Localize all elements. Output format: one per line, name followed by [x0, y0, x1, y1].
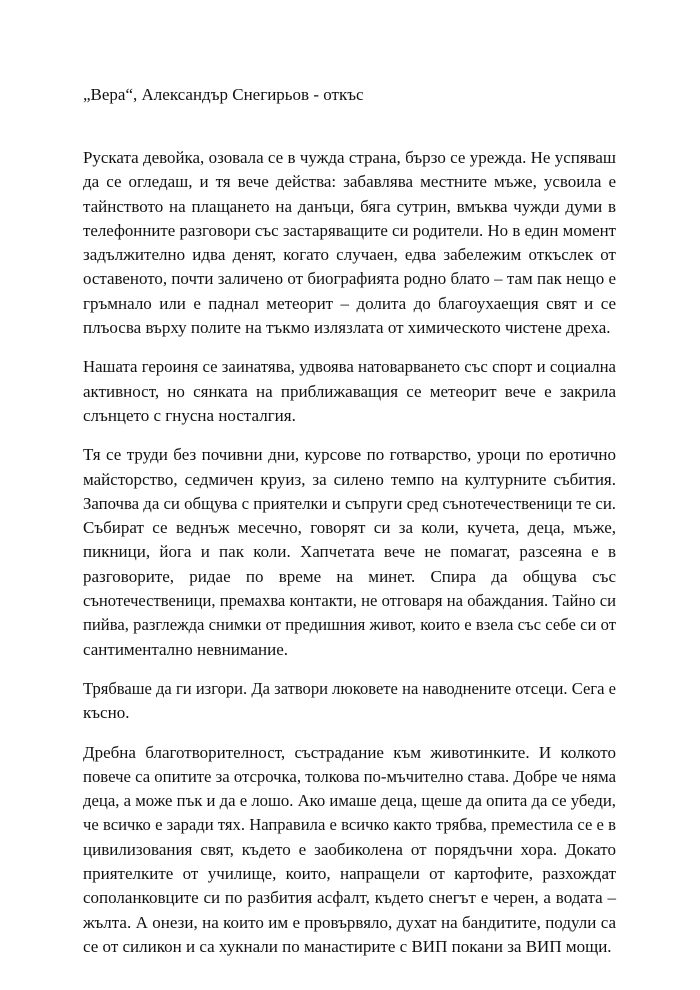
- text-line: сантиментално невнимание.: [83, 639, 289, 659]
- text-line: разговорите, ридае по време на минет. Спира да общува със: [83, 566, 616, 586]
- text-line: Дребна благотворителност, състрадание към животинките. И колкото: [83, 742, 616, 762]
- text-line: пийва, разглежда снимки от предишния живот, които е взела със себе си от: [83, 615, 616, 635]
- text-line: деца, а може пък и да е лошо. Ако имаше деца, щеше да опита да се убеди,: [83, 791, 616, 811]
- text-line: Нашата героиня се заинатява, удвоява натоварването със спорт и социална: [83, 357, 616, 377]
- text-line: Руската девойка, озовала се в чужда страна, бързо се урежда. Не успяваш: [83, 148, 616, 167]
- text-line: Тя се труди без почивни дни, курсове по готварство, уроци по еротично: [83, 445, 616, 465]
- paragraph: [83, 741, 616, 960]
- text-line: да се огледаш, и тя вече действа: забавлява местните мъже, усвоила е: [83, 172, 616, 192]
- text-line: че всичко е заради тях. Направила е всичко както трябва, преместила се е в: [83, 815, 616, 835]
- text-line: сънотечественици, премахва контакти, не отговаря на обаждания. Тайно си: [83, 591, 616, 611]
- text-line: задължително идва денят, когато случаен, едва забележим откъслек от: [83, 245, 616, 265]
- text-line: телефонните разговори със застаряващите си родители. Но в един момент: [83, 220, 616, 240]
- text-line: оставеното, почти заличено от биографията родно блато – там пак нещо е: [83, 269, 616, 289]
- text-line: сополанковците си по разбития асфалт, където снегът е черен, а водата –: [83, 888, 616, 908]
- paragraph: [83, 146, 616, 340]
- text-line: късно.: [83, 703, 130, 723]
- text-line: повече са опитите за отсрочка, толкова по-мъчително става. Добре че няма: [83, 766, 616, 786]
- text-line: приятелките от училище, които, напращели от картофите, разхождат: [83, 864, 616, 884]
- document-body: [83, 146, 616, 974]
- text-line: активност, но сянката на приближаващия се метеорит вече е закрила: [83, 381, 616, 401]
- text-line: Събират се веднъж месечно, говорят си за коли, кучета, деца, мъже,: [83, 518, 616, 538]
- text-line: гръмнало или е паднал метеорит – долита до благоухаещия свят и се: [83, 293, 616, 313]
- paragraph: [83, 443, 616, 662]
- text-line: пикници, йога и пак коли. Хапчетата вече не помагат, разсеяна е в: [83, 542, 616, 562]
- text-line: Започва да си общува с приятелки и съпруги сред сънотечественици те си.: [83, 493, 616, 513]
- text-line: цивилизования свят, където е заобиколена от порядъчни хора. Докато: [83, 839, 616, 859]
- paragraph: [83, 355, 616, 428]
- text-line: жълта. А онези, на които им е провървяло, духат на бандитите, подули са: [83, 912, 616, 932]
- text-line: слънцето с гнусна носталгия.: [83, 405, 296, 425]
- text-line: Трябваше да ги изгори. Да затвори люковете на наводнените отсеци. Сега е: [83, 678, 616, 698]
- text-line: тайнството на плащането на данъци, бяга сутрин, вмъква чужди думи в: [83, 196, 616, 216]
- paragraph: [83, 677, 616, 726]
- text-line: плъосва върху полите на тъкмо излязлата от химическото чистене дреха.: [83, 318, 611, 338]
- text-line: майсторство, седмичен круиз, за силено темпо на културните събития.: [83, 469, 616, 489]
- document-title: „Вера“, Александър Снегирьов - откъс: [83, 85, 364, 104]
- text-line: се от силикон и са хукнали по манастирите с ВИП покани за ВИП мощи.: [83, 936, 612, 956]
